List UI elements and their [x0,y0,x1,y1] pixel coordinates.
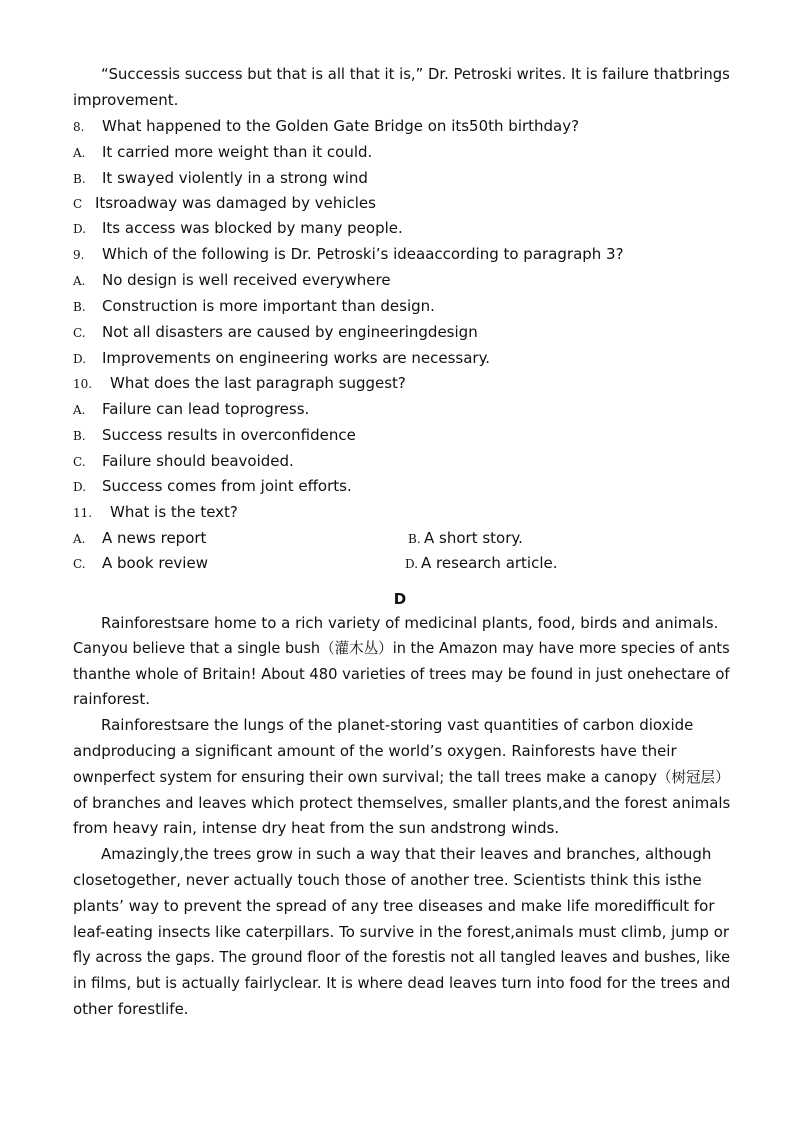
option-8a [73,142,372,163]
question-number: 9. [73,248,85,262]
paragraph-line: closetogether, never actually touch those of another tree. Scientists think this isthe [73,871,702,889]
paragraph-line: rainforest. [73,690,151,708]
section-heading: D [393,590,407,608]
question-text: What does the last paragraph suggest? [110,374,406,392]
option-10a [73,399,309,420]
paragraph-line: Amazingly,the trees grow in such a way that their leaves and branches, although [101,845,712,863]
question-text: What happened to the Golden Gate Bridge on its50th birthday? [102,117,580,135]
option-letter: B. [408,532,421,546]
option-9c [73,322,478,343]
option-9b [73,296,435,317]
question-number: 10. [73,377,93,391]
question-text: What is the text? [110,503,238,521]
option-text: Success results in overconfidence [102,426,356,444]
paragraph-line: fly across the gaps. The ground floor of the forestis not all tangled leaves and bushes, like [73,948,731,966]
option-10d [73,476,352,497]
paragraph-line: plants’ way to prevent the spread of any tree diseases and make life moredifficult for [73,897,715,915]
paragraph-line: leaf-eating insects like caterpillars. To survive in the forest,animals must climb, jump or [73,923,730,941]
option-11d [405,553,558,574]
paragraph-line: of branches and leaves which protect themselves, smaller plants,and the forest animals [73,794,731,812]
section-c-quote-line: “Successis success but that is all that it is,” Dr. Petroski writes. It is failure thatbrings [101,65,730,83]
option-letter: A. [73,403,86,417]
option-letter: D. [73,480,87,494]
option-letter: A. [73,274,86,288]
paragraph-line: from heavy rain, intense dry heat from the sun andstrong winds. [73,819,560,837]
option-11c [73,553,208,574]
question-8 [73,116,579,137]
option-text: It swayed violently in a strong wind [102,169,368,187]
option-letter: B. [73,300,86,314]
option-11a [73,528,206,549]
option-11b [408,528,523,549]
option-text: Failure should beavoided. [102,452,294,470]
option-8d [73,218,403,239]
section-c-quote-line: improvement. [73,91,179,109]
option-text: Improvements on engineering works are necessary. [102,349,491,367]
option-text: A news report [102,529,207,547]
question-text: Which of the following is Dr. Petroski’s ideaaccording to paragraph 3? [102,245,624,263]
option-letter: C. [73,455,86,469]
option-9a [73,270,391,291]
option-letter: D. [73,352,87,366]
option-9d [73,348,490,369]
option-8c [73,193,376,214]
option-text: Itsroadway was damaged by vehicles [95,194,376,212]
option-letter: C. [73,557,86,571]
paragraph-line: Rainforestsare the lungs of the planet-storing vast quantities of carbon dioxide [101,716,694,734]
option-letter: D. [405,557,419,571]
option-letter: B. [73,429,86,443]
paragraph-line: Canyou believe that a single bush（灌木丛）in the Amazon may have more species of ants [73,639,730,657]
option-text: Success comes from joint efforts. [102,477,352,495]
option-letter: A. [73,532,86,546]
option-text: It carried more weight than it could. [102,143,373,161]
question-10 [73,373,406,394]
option-text: Failure can lead toprogress. [102,400,310,418]
option-letter: D. [73,222,87,236]
option-8b [73,168,368,189]
option-text: Its access was blocked by many people. [102,219,403,237]
paragraph-line: ownperfect system for ensuring their own survival; the tall trees make a canopy（树冠层） [73,768,730,786]
option-text: A short story. [424,529,523,547]
paragraph-line: thanthe whole of Britain! About 480 varieties of trees may be found in just onehectare of [73,665,730,683]
option-text: No design is well received everywhere [102,271,391,289]
question-number: 11. [73,506,93,520]
question-number: 8. [73,120,85,134]
option-letter: B. [73,172,86,186]
question-9 [73,244,624,265]
option-text: A book review [102,554,208,572]
question-11 [73,502,238,523]
option-letter: C. [73,326,86,340]
option-text: Not all disasters are caused by engineeringdesign [102,323,478,341]
option-text: A research article. [421,554,558,572]
option-text: Construction is more important than design. [102,297,435,315]
option-letter: C [73,197,83,211]
paragraph-line: andproducing a significant amount of the world’s oxygen. Rainforests have their [73,742,677,760]
option-10c [73,451,294,472]
option-letter: A. [73,146,86,160]
paragraph-line: in films, but is actually fairlyclear. It is where dead leaves turn into food for the trees and [73,974,731,992]
paragraph-line: Rainforestsare home to a rich variety of medicinal plants, food, birds and animals. [101,614,719,632]
option-10b [73,425,356,446]
paragraph-line: other forestlife. [73,1000,189,1018]
